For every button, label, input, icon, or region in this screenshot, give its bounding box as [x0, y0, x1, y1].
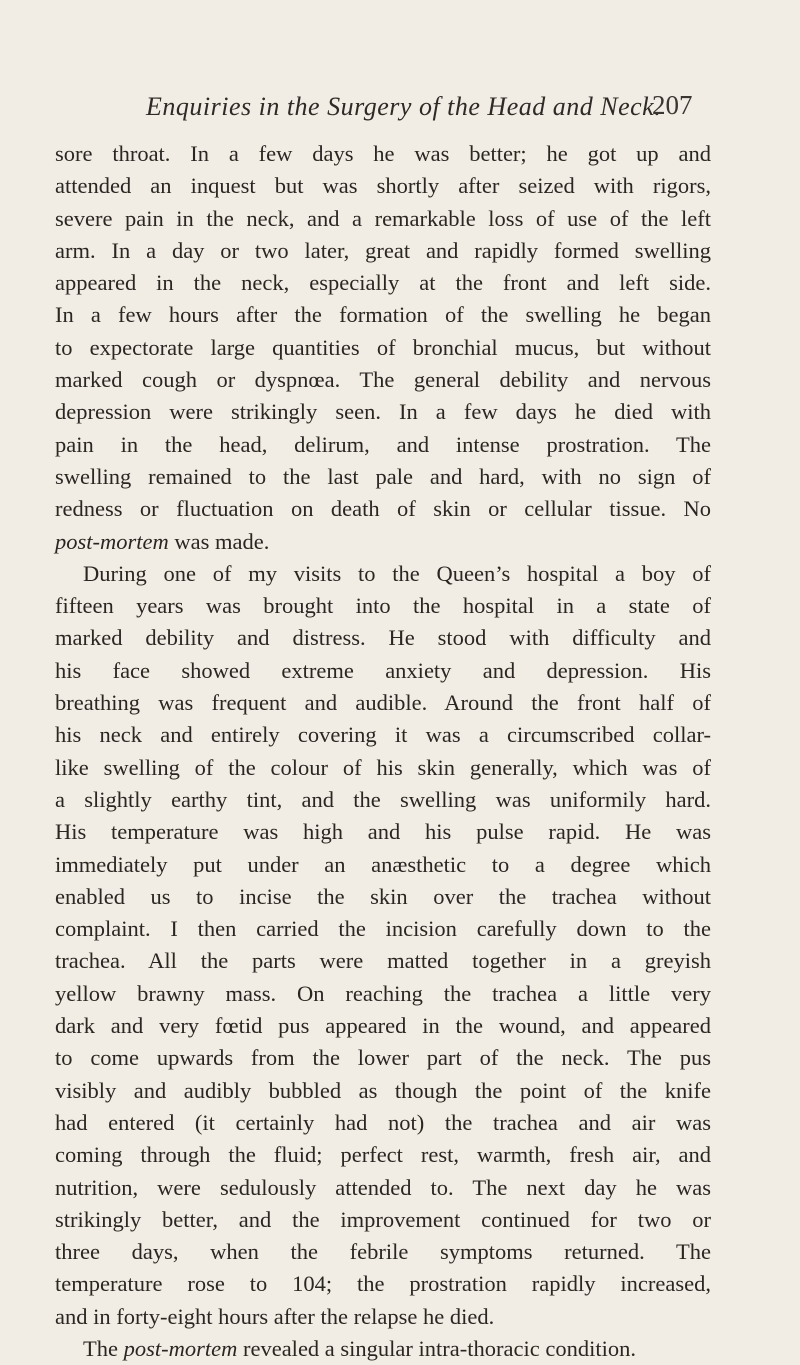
- page-number: 207: [652, 90, 693, 120]
- text-line: redness or fluctuation on death of skin or cellular tissue. No: [55, 496, 711, 522]
- paragraph-start-line: During one of my visits to the Queen’s hospital a boy of: [83, 560, 711, 586]
- text-line: depression were strikingly seen. In a few days he died with: [55, 399, 711, 425]
- text-line: his face showed extreme anxiety and depression. His: [55, 657, 711, 683]
- text-line: like swelling of the colour of his skin generally, which was of: [55, 754, 711, 780]
- text-line: dark and very fœtid pus appeared in the wound, and appeared: [55, 1013, 711, 1039]
- text-line: fifteen years was brought into the hospital in a state of: [55, 593, 711, 619]
- text-line: In a few hours after the formation of the swelling he began: [55, 302, 711, 328]
- text-line: visibly and audibly bubbled as though the point of the knife: [55, 1077, 711, 1103]
- text-line: marked cough or dyspnœa. The general debility and nervous: [55, 367, 711, 393]
- italic-term: post-mortem: [55, 528, 169, 554]
- text-fragment: revealed a singular intra-thoracic condition.: [237, 1335, 636, 1361]
- text-line: three days, when the febrile symptoms returned. The: [55, 1239, 711, 1265]
- italic-term: post-mortem: [123, 1335, 238, 1361]
- text-line: and in forty-eight hours after the relapse he died.: [55, 1303, 495, 1329]
- text-line: [55, 526, 711, 558]
- text-line: trachea. All the parts were matted together in a greyish: [55, 948, 711, 974]
- text-line: to come upwards from the lower part of the neck. The pus: [55, 1045, 711, 1071]
- text-line: temperature rose to 104; the prostration rapidly increased,: [55, 1271, 711, 1297]
- text-line: His temperature was high and his pulse rapid. He was: [55, 819, 711, 845]
- text-line: nutrition, were sedulously attended to. The next day he was: [55, 1174, 711, 1200]
- text-line: breathing was frequent and audible. Around the front half of: [55, 690, 711, 716]
- text-line: arm. In a day or two later, great and rapidly formed swelling: [55, 237, 711, 263]
- text-line: pain in the head, delirum, and intense prostration. The: [55, 431, 711, 457]
- text-line: sore throat. In a few days he was better; he got up and: [55, 141, 711, 166]
- text-line: immediately put under an anæsthetic to a degree which: [55, 851, 711, 877]
- paragraph-start-line: [55, 1333, 711, 1365]
- text-line: coming through the fluid; perfect rest, warmth, fresh air, and: [55, 1142, 711, 1168]
- text-line: had entered (it certainly had not) the trachea and air was: [55, 1109, 711, 1135]
- body-text: [55, 138, 711, 1365]
- text-line: his neck and entirely covering it was a circumscribed collar-: [55, 722, 711, 748]
- text-line: to expectorate large quantities of bronchial mucus, but without: [55, 334, 711, 360]
- text-line: complaint. I then carried the incision carefully down to the: [55, 916, 711, 942]
- text-line: yellow brawny mass. On reaching the trachea a little very: [55, 980, 711, 1006]
- text-line: marked debility and distress. He stood with difficulty and: [55, 625, 711, 651]
- text-line: appeared in the neck, especially at the front and left side.: [55, 270, 711, 296]
- text-line: strikingly better, and the improvement continued for two or: [55, 1206, 711, 1232]
- text-line: enabled us to incise the skin over the trachea without: [55, 883, 711, 909]
- text-line: attended an inquest but was shortly after seized with rigors,: [55, 173, 711, 199]
- running-head: Enquiries in the Surgery of the Head and Neck.: [146, 92, 662, 121]
- text-fragment: was made.: [168, 528, 270, 554]
- text-fragment: The: [83, 1335, 124, 1361]
- text-line: severe pain in the neck, and a remarkable loss of use of the left: [55, 205, 711, 231]
- text-line: a slightly earthy tint, and the swelling was uniformily hard.: [55, 786, 711, 812]
- text-line: swelling remained to the last pale and hard, with no sign of: [55, 463, 711, 489]
